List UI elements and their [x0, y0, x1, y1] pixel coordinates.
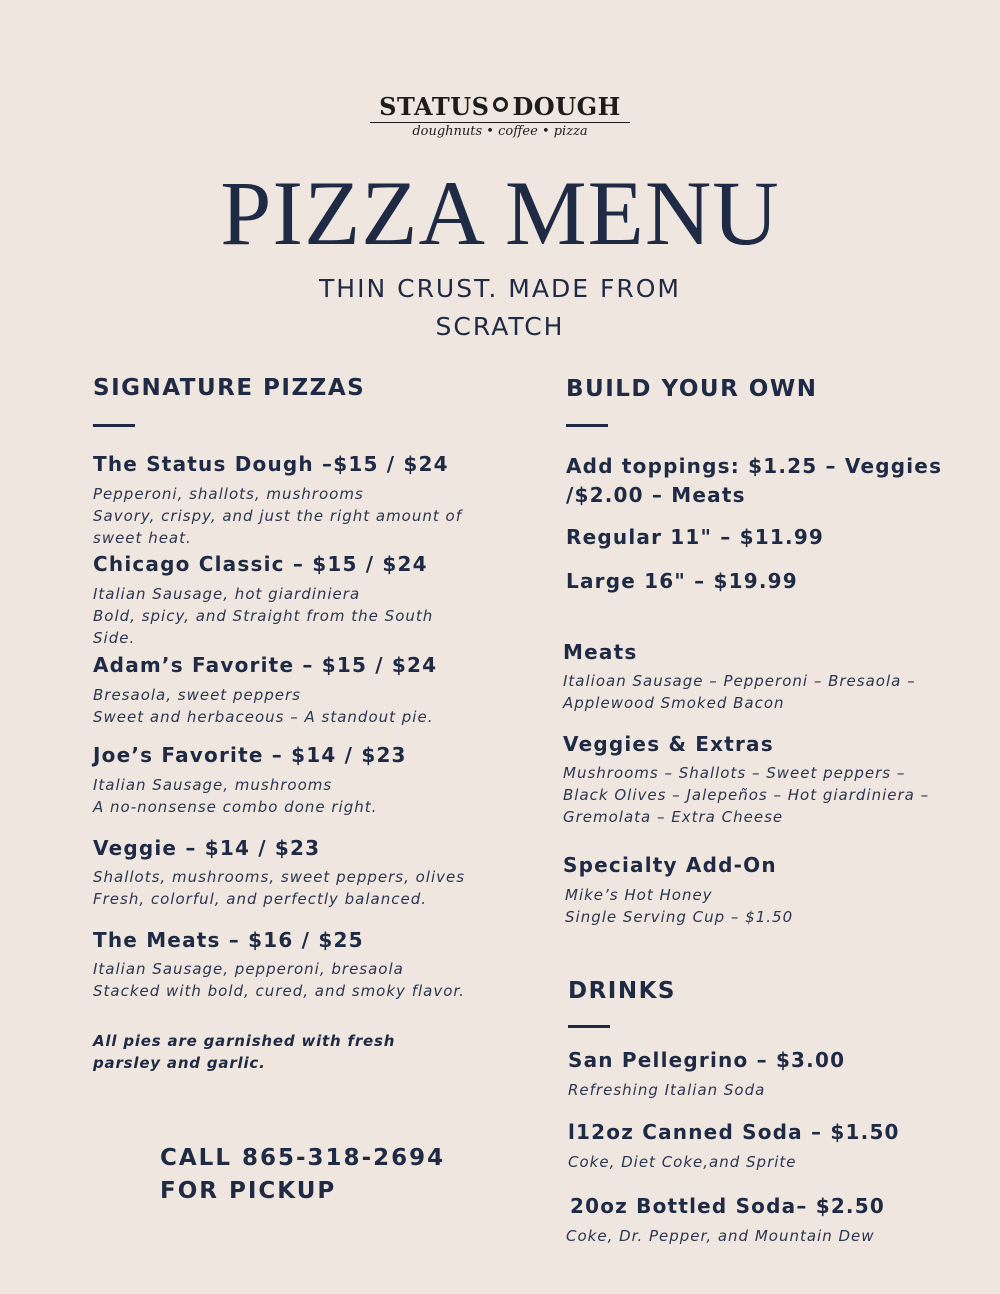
pizza-title: Joe’s Favorite – $14 / $23 [93, 743, 407, 767]
veggies-list [563, 762, 929, 828]
logo-tagline: doughnuts • coffee • pizza [412, 124, 588, 139]
toppings-line: Add toppings: $1.25 – Veggies [566, 454, 943, 478]
pizza-title: The Status Dough –$15 / $24 [93, 452, 449, 476]
note-line: All pies are garnished with fresh [93, 1032, 396, 1050]
pizza-title: The Meats – $16 / $25 [93, 928, 364, 952]
drink-title: 20oz Bottled Soda– $2.50 [570, 1194, 885, 1218]
meats-list [563, 670, 916, 714]
drink-title: San Pellegrino – $3.00 [568, 1048, 846, 1072]
list-line: Black Olives – Jalepeños – Hot giardiniera – [563, 786, 930, 804]
large-size-price: Large 16" – $19.99 [566, 569, 798, 593]
description-line: Stacked with bold, cured, and smoky flavor. [93, 982, 465, 1000]
pizza-description [93, 774, 377, 818]
pizza-description [93, 583, 433, 649]
pizza-title: Chicago Classic – $15 / $24 [93, 552, 428, 576]
description-line: Shallots, mushrooms, sweet peppers, olives [93, 868, 466, 886]
description-line: Italian Sausage, hot giardiniera [93, 585, 361, 603]
build-heading: BUILD YOUR OWN [566, 376, 818, 402]
meats-title: Meats [563, 640, 638, 664]
pizza-description [93, 866, 465, 910]
toppings-line: /$2.00 – Meats [566, 483, 746, 507]
regular-size-price: Regular 11" – $11.99 [566, 525, 825, 549]
specialty-list [565, 884, 793, 928]
call-line: FOR PICKUP [160, 1178, 337, 1204]
description-line: Bresaola, sweet peppers [93, 686, 301, 704]
pizza-description [93, 958, 465, 1002]
specialty-title: Specialty Add-On [563, 853, 777, 877]
list-line: Single Serving Cup – $1.50 [565, 908, 794, 926]
donut-icon [493, 97, 508, 112]
pizza-description [93, 483, 462, 549]
pizza-title: Veggie – $14 / $23 [93, 836, 321, 860]
description-line: A no-nonsense combo done right. [93, 798, 378, 816]
list-line: Mushrooms – Shallots – Sweet peppers – [563, 764, 906, 782]
description-line: Fresh, colorful, and perfectly balanced. [93, 890, 428, 908]
veggies-title: Veggies & Extras [563, 732, 774, 756]
garnish-note [93, 1030, 395, 1074]
list-line: Gremolata – Extra Cheese [563, 808, 784, 826]
description-line: Pepperoni, shallots, mushrooms [93, 485, 364, 503]
description-line: Italian Sausage, pepperoni, bresaola [93, 960, 404, 978]
logo-word-left: STATUS [379, 92, 490, 121]
list-line: Mike’s Hot Honey [565, 886, 713, 904]
note-line: parsley and garlic. [93, 1054, 266, 1072]
brand-logo [0, 92, 1000, 121]
subtitle-line: THIN CRUST. MADE FROM [319, 274, 681, 303]
drink-description: Refreshing Italian Soda [568, 1081, 766, 1099]
description-line: Bold, spicy, and Straight from the South [93, 607, 434, 625]
subtitle-line: SCRATCH [435, 312, 565, 341]
description-line: Side. [93, 629, 136, 647]
page-subtitle [250, 270, 750, 346]
list-line: Applewood Smoked Bacon [563, 694, 785, 712]
drinks-divider [568, 1025, 610, 1028]
call-for-pickup [160, 1142, 445, 1208]
drink-description: Coke, Diet Coke,and Sprite [568, 1153, 797, 1171]
list-line: Italioan Sausage – Pepperoni – Bresaola – [563, 672, 916, 690]
description-line: Savory, crispy, and just the right amount of [93, 507, 462, 525]
description-line: sweet heat. [93, 529, 192, 547]
call-line: CALL 865-318-2694 [160, 1145, 446, 1171]
logo-word-right: DOUGH [512, 92, 621, 121]
logo-divider [370, 122, 630, 123]
pizza-title: Adam’s Favorite – $15 / $24 [93, 653, 438, 677]
build-divider [566, 424, 608, 427]
signature-divider [93, 424, 135, 427]
toppings-price [566, 452, 942, 510]
drink-description: Coke, Dr. Pepper, and Mountain Dew [566, 1227, 875, 1245]
pizza-description [93, 684, 433, 728]
description-line: Italian Sausage, mushrooms [93, 776, 333, 794]
page-title: PIZZA MENU [220, 162, 780, 264]
drinks-heading: DRINKS [568, 978, 676, 1004]
drink-title: l12oz Canned Soda – $1.50 [568, 1120, 900, 1144]
description-line: Sweet and herbaceous – A standout pie. [93, 708, 434, 726]
signature-heading: SIGNATURE PIZZAS [93, 375, 366, 401]
